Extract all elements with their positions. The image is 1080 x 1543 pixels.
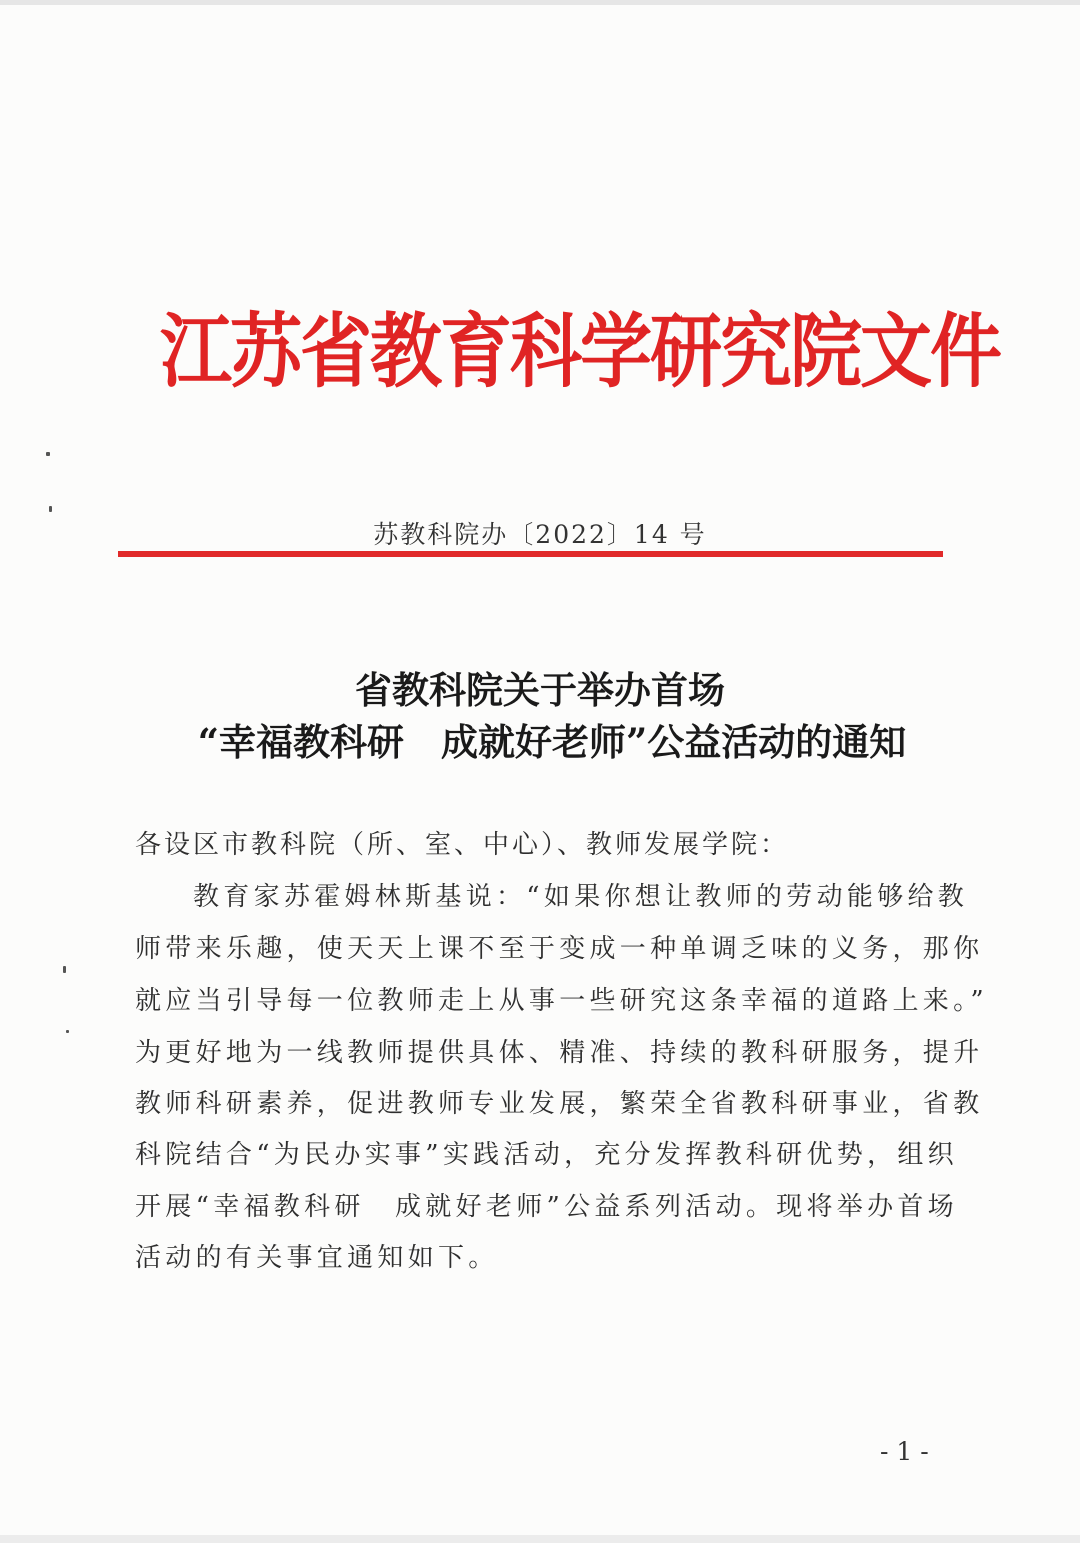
addressee: 各设区市教科院（所、室、中心）、教师发展学院： (135, 830, 790, 860)
scan-top-edge (0, 0, 1080, 5)
body-line: 教育家苏霍姆林斯基说：“如果你想让教师的劳动能够给教 (193, 882, 969, 912)
body-line: 开展“幸福教科研 成就好老师”公益系列活动。现将举办首场 (135, 1192, 958, 1222)
body-line: 为更好地为一线教师提供具体、精准、持续的教科研服务，提升 (135, 1038, 984, 1068)
notice-title-line-2: “幸福教科研 成就好老师”公益活动的通知 (197, 720, 907, 764)
scan-speck (63, 966, 66, 973)
red-separator-line (118, 551, 943, 557)
body-line: 教师科研素养，促进教师专业发展，繁荣全省教科研事业，省教 (135, 1089, 984, 1119)
notice-title-line-1: 省教科院关于举办首场 (355, 668, 725, 712)
document-number: 苏教科院办〔2022〕14 号 (373, 520, 707, 549)
scan-speck (49, 506, 52, 512)
issuing-authority-header: 江苏省教育科学研究院文件 (160, 304, 1001, 399)
page-number: - 1 - (880, 1437, 929, 1466)
body-line: 科院结合“为民办实事”实践活动，充分发挥教科研优势，组织 (135, 1140, 958, 1170)
scan-speck (66, 1030, 69, 1033)
scan-speck (46, 452, 50, 456)
body-line: 活动的有关事宜通知如下。 (135, 1243, 499, 1273)
body-line: 师带来乐趣，使天天上课不至于变成一种单调乏味的义务，那你 (135, 934, 984, 964)
body-line: 就应当引导每一位教师走上从事一些研究这条幸福的道路上来。” (135, 986, 988, 1016)
scan-bottom-edge (0, 1535, 1080, 1543)
